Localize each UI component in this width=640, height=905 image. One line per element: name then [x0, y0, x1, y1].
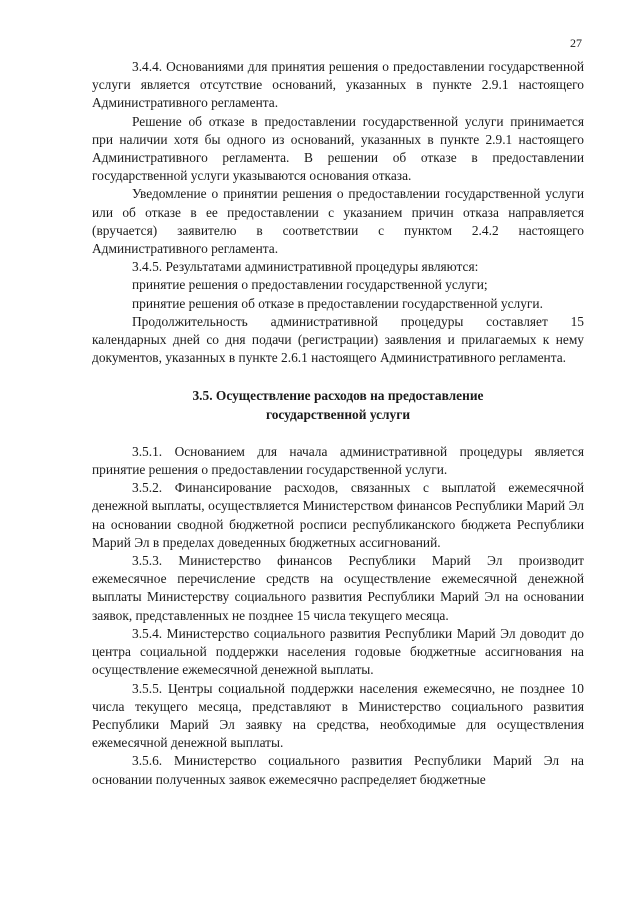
paragraph-3-5-6: 3.5.6. Министерство социального развития Республики Марий Эл на основании полученных заявок ежемесячно распределяет бюджетные	[92, 753, 584, 787]
paragraph-3-5-3: 3.5.3. Министерство финансов Республики Марий Эл производит ежемесячное перечисление средств на осуществление ежемесячной денежной выплаты Министерству социального развития Республики Марий Эл на основании заявок, представленных не позднее 15 числа текущего месяца.	[92, 553, 584, 623]
section-heading-3-5	[92, 387, 584, 423]
section-heading-line-2: государственной услуги	[265, 406, 411, 422]
paragraph-3-5-1: 3.5.1. Основанием для начала административной процедуры является принятие решения о предоставлении государственной услуги.	[92, 443, 584, 478]
paragraph-3-5-5: 3.5.5. Центры социальной поддержки населения ежемесячно, не позднее 10 числа текущего месяца, представляют в Министерство социального развития Республики Марий Эл заявку на средства, необходимые для осуществления ежемесячной денежной выплаты.	[92, 680, 584, 751]
paragraph-3-5-4: 3.5.4. Министерство социального развития Республики Марий Эл доводит до центра социальной поддержки населения годовые бюджетные ассигнования на осуществление ежемесячной денежной выплаты.	[92, 625, 584, 678]
document-body	[92, 58, 584, 789]
paragraph-notification: Уведомление о принятии решения о предоставлении государственной услуги или об отказе в ее предоставлении с указанием причин отказа направляется (вручается) заявителю в соответствии с пунктом 2.4.2 настоящего Административного регламента.	[92, 186, 584, 257]
paragraph-refusal-decision: Решение об отказе в предоставлении государственной услуги принимается при наличии хотя бы одного из оснований, указанных в пункте 2.9.1 настоящего Административного регламента. В решении об отказе в предоставлении государственной услуги указываются основания отказа.	[92, 113, 584, 184]
page-number: 27	[570, 36, 582, 50]
paragraph-result-refusal: принятие решения об отказе в предоставлении государственной услуги.	[132, 295, 543, 311]
paragraph-3-4-4: 3.4.4. Основаниями для принятия решения о предоставлении государственной услуги является отсутствие оснований, указанных в пункте 2.9.1 настоящего Административного регламента.	[92, 59, 584, 111]
paragraph-result-grant: принятие решения о предоставлении государственной услуги;	[132, 277, 488, 293]
section-heading-line-1: 3.5. Осуществление расходов на предоставление	[192, 388, 484, 404]
paragraph-duration: Продолжительность административной процедуры составляет 15 календарных дней со дня подачи (регистрации) заявления и прилагаемых к нему документов, указанных в пункте 2.6.1 настоящего Административного регламента.	[92, 313, 584, 366]
paragraph-3-5-2: 3.5.2. Финансирование расходов, связанных с выплатой ежемесячной денежной выплаты, осуществляется Министерством финансов Республики Марий Эл на основании сводной бюджетной росписи республиканского бюджета Республики Марий Эл в пределах доведенных бюджетных ассигнований.	[92, 480, 584, 550]
paragraph-3-4-5: 3.4.5. Результатами административной процедуры являются:	[132, 259, 479, 275]
